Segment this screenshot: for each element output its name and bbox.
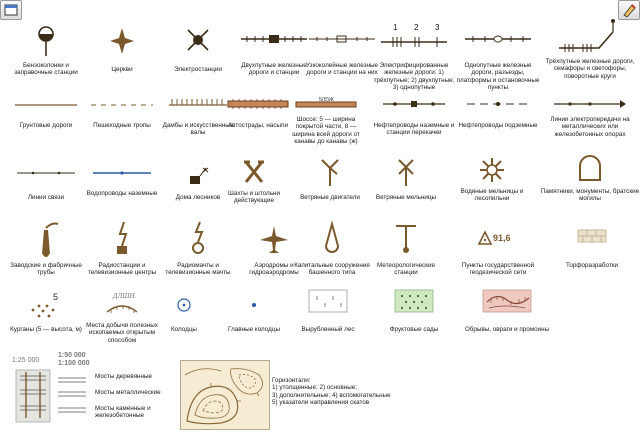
legend-item bbox=[368, 216, 444, 286]
single-track-railway-icon bbox=[463, 32, 533, 46]
legend-label: Ветряные мельницы bbox=[375, 194, 437, 201]
legend-label: Водопроводы наземные bbox=[86, 190, 158, 197]
legend-row-4 bbox=[0, 216, 640, 286]
radio-mast-icon bbox=[178, 218, 218, 258]
legend-item bbox=[216, 286, 292, 352]
double-track-railway-icon bbox=[239, 32, 309, 46]
legend-item bbox=[540, 92, 640, 148]
windmill-icon bbox=[386, 156, 426, 188]
footpath-icon bbox=[87, 100, 157, 110]
legend-label: Заводские и фабричные трубы bbox=[10, 262, 82, 277]
legend-item bbox=[84, 150, 160, 214]
legend-item bbox=[456, 216, 540, 286]
oil-pipeline-ground-icon bbox=[379, 98, 449, 110]
water-mill-icon bbox=[472, 154, 512, 186]
power-line-icon bbox=[550, 98, 630, 110]
paved-road-icon bbox=[293, 94, 359, 110]
narrow-gauge-railway-icon bbox=[307, 32, 377, 46]
electrified-railway-icon bbox=[379, 22, 449, 52]
legend-label: Обрывы, овраги и промоины bbox=[464, 326, 550, 333]
legend-label: Нефтепроводы наземные и станции перекачки bbox=[373, 122, 455, 137]
legend-item bbox=[288, 92, 364, 148]
legend-label: Торфоразработки bbox=[566, 262, 618, 269]
monument-icon bbox=[570, 152, 610, 184]
legend-label: Места добычи полезных ископаемых открытым способом bbox=[86, 322, 158, 344]
factory-chimney-icon bbox=[26, 218, 66, 258]
legend-label: Вырубленный лес bbox=[301, 326, 355, 333]
legend-item bbox=[216, 150, 292, 214]
legend-item bbox=[368, 150, 444, 214]
contour-map-sample bbox=[180, 360, 270, 430]
legend-label: Радиомачты и телевизионные мачты bbox=[165, 262, 231, 277]
legend-item bbox=[456, 92, 540, 148]
road-width-label: 5(8)Ж bbox=[319, 97, 334, 103]
bridge-concrete-label: Мосты каменные и железобетонные bbox=[95, 405, 151, 420]
legend-item bbox=[304, 16, 380, 92]
legend-item bbox=[540, 150, 640, 214]
legend-item bbox=[8, 16, 84, 92]
contour-legend-line: 5) указатели направления скатов bbox=[272, 398, 370, 406]
legend-label: Линии электропередачи на металлических или железобетонных опорах bbox=[550, 116, 630, 138]
legend-label: Аэродромы и гидроаэродромы bbox=[249, 262, 299, 277]
legend-label: Дамбы и искусственные валы bbox=[162, 122, 234, 137]
bridge-wooden-label: Мосты деревянные bbox=[95, 373, 152, 380]
legend-row-2 bbox=[0, 92, 640, 148]
legend-item bbox=[8, 286, 84, 352]
scale-label-50k: 1:50 000 bbox=[58, 352, 86, 359]
legend-item bbox=[372, 92, 456, 148]
legend-item bbox=[540, 16, 640, 92]
track-count-label: 3 bbox=[435, 23, 440, 32]
legend-label: Памятники, монументы, братские могилы bbox=[540, 188, 640, 203]
legend-label: Колодцы bbox=[171, 326, 197, 333]
legend-label: Церкви bbox=[111, 66, 133, 73]
ravine-icon bbox=[479, 288, 535, 314]
power-station-icon bbox=[178, 22, 218, 62]
legend-item bbox=[550, 216, 634, 286]
contour-legend-line: 3) дополнительные; 4) вспомогательные bbox=[272, 391, 391, 399]
legend-item bbox=[450, 150, 534, 214]
legend-item bbox=[290, 216, 374, 286]
scale-label-25k: 1:25 000 bbox=[12, 357, 40, 364]
mound-height-label: 5 bbox=[53, 292, 59, 302]
peat-icon bbox=[572, 226, 612, 246]
legend-label: Линии связи bbox=[27, 194, 65, 201]
legend-label: Бензоколонки и заправочные станции bbox=[14, 62, 78, 77]
pit-material-label: ДЛШН. bbox=[113, 292, 137, 300]
legend-item bbox=[372, 16, 456, 92]
legend-label: Шоссе: 5 — ширина покрытой части, 8 — ширина всей дороги от канавы до канавы (ж) bbox=[292, 116, 360, 146]
track-count-label: 2 bbox=[414, 23, 419, 32]
bridge-metal-label: Мосты металлические bbox=[95, 389, 161, 396]
legend-row-1 bbox=[0, 16, 640, 92]
burial-mound-icon bbox=[21, 288, 71, 322]
contour-legend-text bbox=[272, 377, 422, 406]
weather-station-icon bbox=[386, 220, 426, 256]
geodetic-point-icon bbox=[473, 226, 523, 250]
communication-line-icon bbox=[13, 168, 79, 178]
forester-house-icon bbox=[178, 160, 218, 190]
triple-track-railway-icon bbox=[555, 18, 625, 54]
legend-label: Пункты государственной геодезической сети bbox=[461, 262, 535, 277]
wind-engine-icon bbox=[310, 156, 350, 188]
legend-item bbox=[84, 92, 160, 148]
bridges-symbol-icon bbox=[12, 368, 92, 426]
legend-label: Главные колодцы bbox=[228, 326, 280, 333]
scale-label-50k-100k bbox=[58, 352, 90, 368]
scale-label-100k: 1:100 000 bbox=[58, 360, 90, 367]
legend-label: Дома лесников bbox=[175, 194, 221, 201]
dirt-road-icon bbox=[11, 100, 81, 110]
legend-item bbox=[84, 16, 160, 92]
legend-label: Шахты и штольни действующие bbox=[228, 190, 280, 205]
legend-label: Фруктовые сады bbox=[389, 326, 439, 333]
legend-item bbox=[236, 16, 312, 92]
orchard-icon bbox=[389, 288, 439, 314]
legend-label: Пешеходные тропы bbox=[93, 122, 151, 129]
legend-row-5 bbox=[0, 286, 640, 352]
legend-row-3 bbox=[0, 150, 640, 214]
legend-label: Метеорологические станции bbox=[376, 262, 436, 277]
highway-icon bbox=[225, 98, 291, 110]
legend-item bbox=[8, 150, 84, 214]
cleared-forest-icon bbox=[303, 288, 353, 314]
legend-label: Водяные мельницы и лесопильни bbox=[460, 188, 524, 203]
open-pit-icon bbox=[97, 288, 147, 322]
legend-item bbox=[160, 16, 236, 92]
legend-item bbox=[290, 286, 366, 352]
legend-label: Курганы (5 — высота, м) bbox=[10, 326, 82, 333]
legend-label: Электрифицированные железные дороги: 1) трёхпутные; 2) двухпутные; 3) однопутные bbox=[373, 62, 455, 92]
legend-label: Нефтепроводы подземные bbox=[458, 122, 538, 129]
radio-station-icon bbox=[102, 218, 142, 258]
legend-item bbox=[220, 92, 296, 148]
legend-item bbox=[84, 216, 160, 286]
legend-label: Автострады, насыпи bbox=[227, 122, 289, 129]
legend-item bbox=[456, 16, 540, 92]
legend-label: Двухпутные железные дороги и станции bbox=[241, 62, 307, 77]
mine-shaft-icon bbox=[234, 158, 274, 188]
legend-item bbox=[8, 216, 84, 286]
legend-label: Узкоколейные железные дороги и станции на них bbox=[306, 62, 378, 77]
oil-pipeline-underground-icon bbox=[463, 98, 533, 110]
contour-legend-line: 1) утолщенные; 2) основные; bbox=[272, 384, 358, 392]
water-pipeline-icon bbox=[89, 168, 155, 178]
church-icon bbox=[102, 22, 142, 62]
legend-label: Однопутные железные дороги, разъезды, платформы и остановочные пункты bbox=[456, 62, 540, 92]
legend-label: Грунтовые дороги bbox=[19, 122, 73, 129]
contour-lines-icon bbox=[181, 361, 269, 429]
legend-label: Ветряные двигатели bbox=[300, 194, 360, 201]
main-well-icon bbox=[239, 292, 269, 318]
legend-label: Радиостанции и телевизионные центры bbox=[87, 262, 157, 277]
contour-legend-title: Горизонтали: bbox=[272, 377, 311, 384]
legend-item bbox=[8, 92, 84, 148]
legend-item bbox=[462, 286, 552, 352]
legend-item bbox=[376, 286, 452, 352]
elevation-label: 91,6 bbox=[493, 233, 511, 243]
legend-item bbox=[292, 150, 368, 214]
legend-label: Электростанции bbox=[174, 66, 222, 73]
airport-icon bbox=[254, 222, 294, 258]
legend-label: Капитальные сооружения башенного типа bbox=[294, 262, 370, 277]
legend-item bbox=[160, 216, 236, 286]
legend-label: Трёхпутные железные дороги, семафоры и светофоры, поворотные круги bbox=[545, 58, 635, 80]
well-icon bbox=[169, 292, 199, 318]
fuel-station-icon bbox=[26, 20, 66, 60]
legend-item bbox=[146, 286, 222, 352]
tower-building-icon bbox=[312, 220, 352, 256]
track-count-label: 1 bbox=[393, 23, 398, 32]
